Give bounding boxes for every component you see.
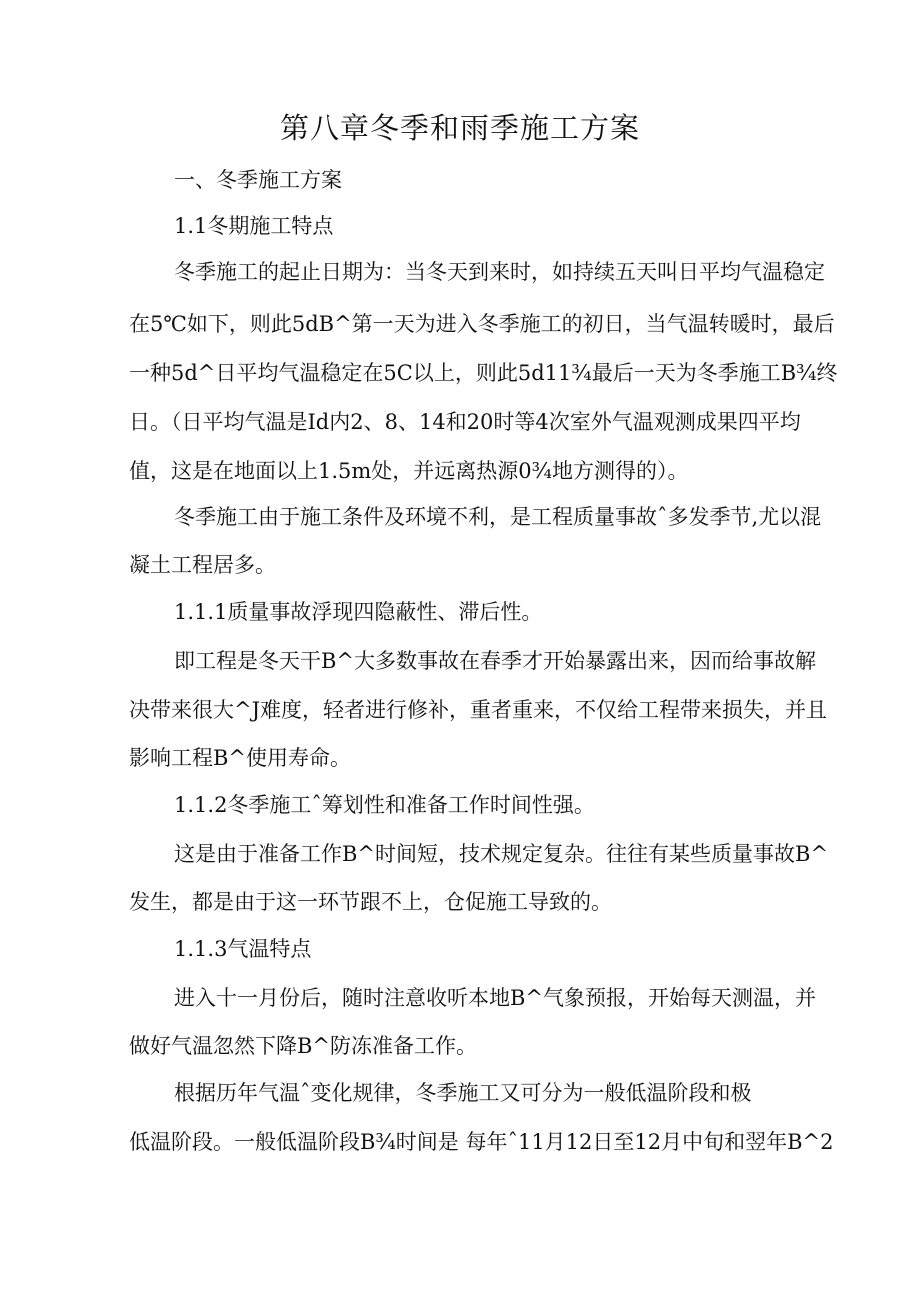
paragraph-line: 一种5d^日平均气温稳定在5C以上，则此5d11¾最后一天为冬季施工B¾终 bbox=[129, 361, 838, 385]
paragraph-line: 值，这是在地面以上1.5m处，并远离热源0¾地方测得的）。 bbox=[129, 459, 689, 483]
paragraph-line: 影响工程B^使用寿命。 bbox=[129, 746, 352, 770]
paragraph-line: 冬季施工的起止日期为：当冬天到来时，如持续五天叫日平均气温稳定 bbox=[174, 260, 825, 284]
section-heading-winter-plan: 一、冬季施工方案 bbox=[174, 168, 342, 192]
paragraph-line: 冬季施工由于施工条件及环境不利，是工程质量事故ˆ多发季节,尤以混 bbox=[174, 505, 822, 529]
paragraph-line: 凝土工程居多。 bbox=[129, 553, 276, 577]
paragraph-line: 在5℃如下，则此5dB^第一天为进入冬季施工的初日，当气温转暖时，最后 bbox=[129, 312, 835, 336]
paragraph-line: 做好气温忽然下降B^防冻准备工作。 bbox=[129, 1034, 478, 1058]
paragraph-line: 发生，都是由于这一环节跟不上，仓促施工导致的。 bbox=[129, 890, 612, 914]
chapter-title: 第八章冬季和雨季施工方案 bbox=[279, 111, 640, 145]
subsection-heading-1-1-1: 1.1.1质量事故浮现四隐蔽性、滞后性。 bbox=[174, 600, 543, 624]
paragraph-line: 进入十一月份后，随时注意收听本地B^气象预报，开始每天测温，并 bbox=[174, 986, 817, 1010]
subsection-heading-1-1-2: 1.1.2冬季施工ˆ筹划性和准备工作时间性强。 bbox=[174, 793, 595, 817]
subsection-heading-1-1-3: 1.1.3气温特点 bbox=[174, 937, 312, 961]
paragraph-line: 即工程是冬天干B^大多数事故在春季才开始暴露出来，因而给事故解 bbox=[174, 649, 817, 673]
paragraph-line: 决带来很大^J难度，轻者进行修补，重者重来，不仅给工程带来损失，并且 bbox=[129, 698, 828, 722]
paragraph-line: 低温阶段。一般低温阶段B¾时间是 每年ˆ11月12日至12月中旬和翌年B^2 bbox=[129, 1130, 834, 1154]
paragraph-line: 这是由于准备工作B^时间短，技术规定复杂。往往有某些质量事故B^ bbox=[174, 842, 829, 866]
paragraph-line: 根据历年气温ˆ变化规律，冬季施工又可分为一般低温阶段和极 bbox=[174, 1081, 752, 1105]
paragraph-line: 日。（日平均气温是Id内2、8、14和20时等4次室外气温观测成果四平均 bbox=[129, 410, 801, 434]
subsection-heading-1-1: 1.1冬期施工特点 bbox=[174, 214, 334, 238]
